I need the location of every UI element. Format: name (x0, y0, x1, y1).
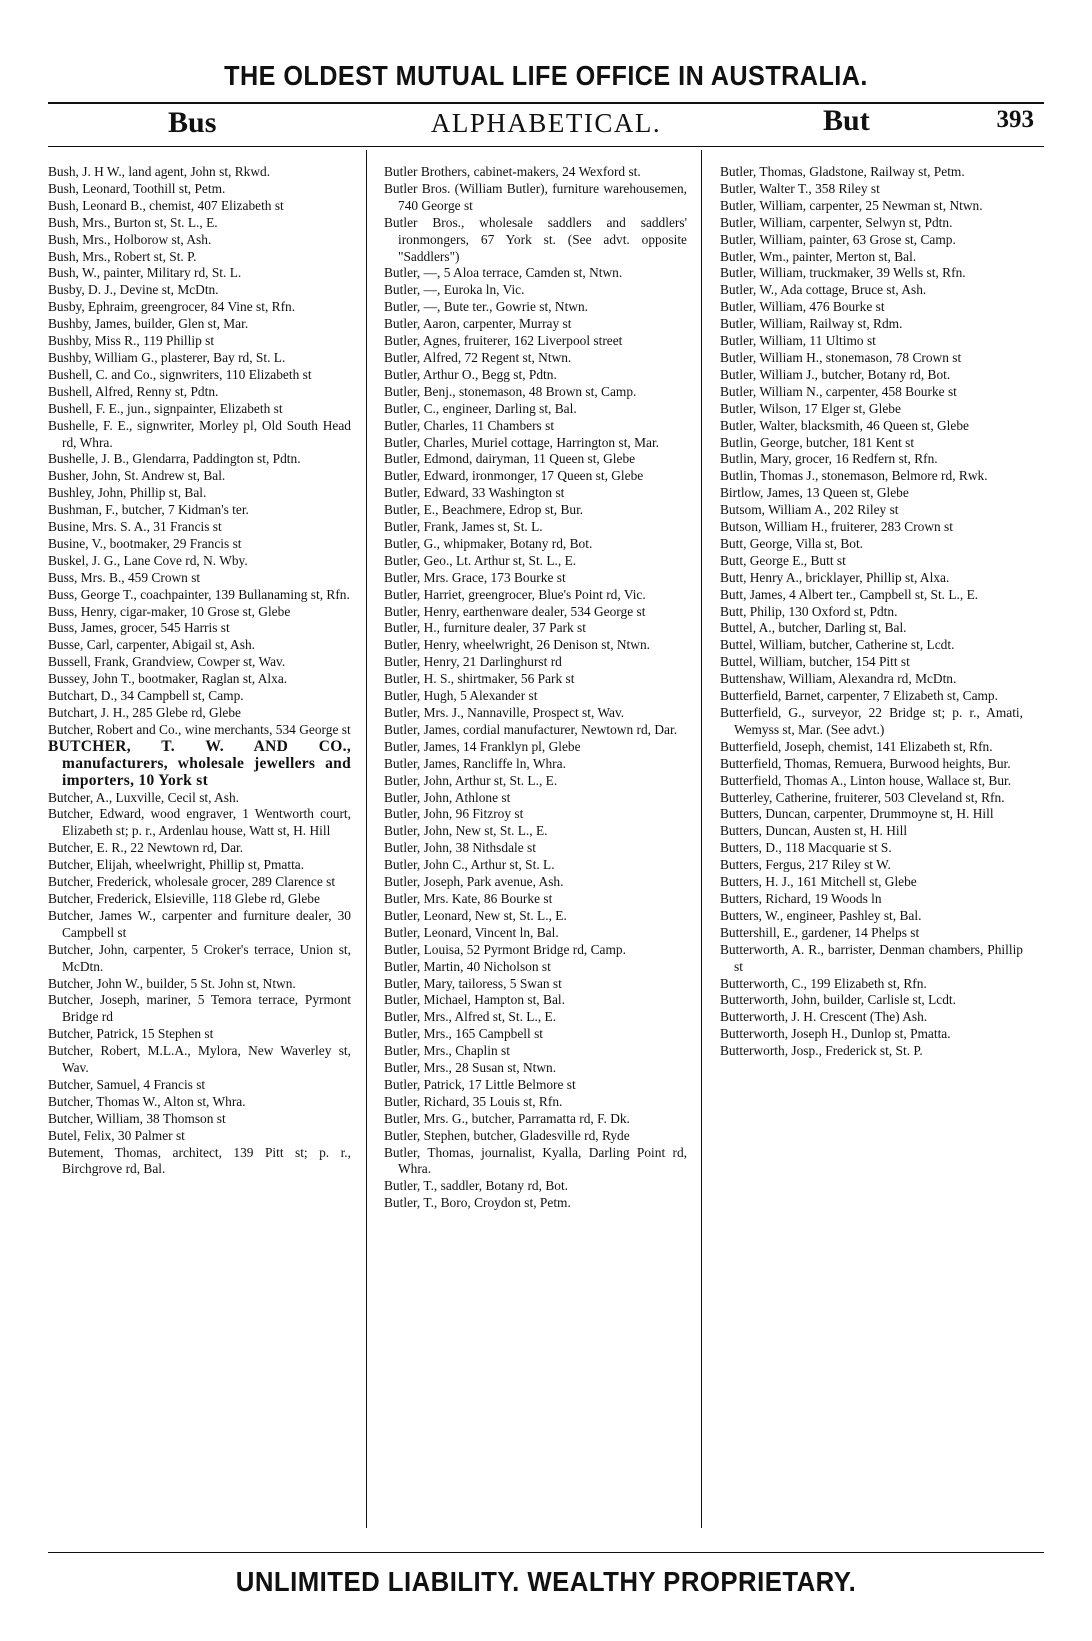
directory-entry: Buttenshaw, William, Alexandra rd, McDtn. (720, 671, 957, 687)
directory-entry: Butcher, Edward, wood engraver, 1 Wentworth court, Elizabeth st; p. r., Ardenlau house, Watt st, H. Hill (48, 806, 351, 839)
directory-entry: Bushley, John, Phillip st, Bal. (48, 485, 207, 501)
directory-entry: Butler, W., Ada cottage, Bruce st, Ash. (720, 282, 927, 298)
directory-entry: Butler, Mrs., Alfred st, St. L., E. (384, 1009, 557, 1025)
directory-entry: Butler, Frank, James st, St. L. (384, 519, 543, 535)
directory-entry: Butler, William H., stonemason, 78 Crown st (720, 349, 962, 365)
directory-entry: Butler, Edward, ironmonger, 17 Queen st, Glebe (384, 468, 644, 484)
directory-entry: Butler, Henry, earthenware dealer, 534 George st (384, 603, 646, 619)
directory-entry: Bush, Mrs., Robert st, St. P. (48, 248, 197, 264)
column-divider-2 (701, 150, 702, 1528)
directory-entry: Bush, Leonard B., chemist, 407 Elizabeth st (48, 197, 284, 213)
directory-entry: Butterley, Catherine, fruiterer, 503 Cleveland st, Rfn. (720, 789, 1005, 805)
directory-entry: Bushby, Miss R., 119 Phillip st (48, 333, 215, 349)
directory-entry: Buttel, William, butcher, Catherine st, Lcdt. (720, 637, 955, 653)
directory-entry: Bushby, William G., plasterer, Bay rd, St. L. (48, 349, 286, 365)
directory-entry: Butler, Henry, wheelwright, 26 Denison st, Ntwn. (384, 637, 650, 653)
directory-entry: Butcher, William, 38 Thomson st (48, 1110, 226, 1126)
directory-entry: Butcher, Frederick, wholesale grocer, 289 Clarence st (48, 874, 336, 890)
directory-entry: Butler, Agnes, fruiterer, 162 Liverpool street (384, 333, 623, 349)
directory-entry: Butler, —, 5 Aloa terrace, Camden st, Ntwn. (384, 265, 623, 281)
directory-entry: Butchart, J. H., 285 Glebe rd, Glebe (48, 705, 242, 720)
directory-entry: Busse, Carl, carpenter, Abigail st, Ash. (48, 637, 255, 653)
directory-entry: Buss, Mrs. B., 459 Crown st (48, 569, 201, 585)
directory-entry: Butterworth, Josp., Frederick st, St. P. (720, 1043, 923, 1059)
directory-entry: Butler, Mrs. J., Nannaville, Prospect st, Wav. (384, 705, 625, 720)
directory-entry: Butler, William, Railway st, Rdm. (720, 316, 903, 332)
directory-entry: Bush, Mrs., Holborow st, Ash. (48, 231, 212, 247)
directory-entry: Butlin, George, butcher, 181 Kent st (720, 434, 915, 450)
directory-entry: Butler, Charles, 11 Chambers st (384, 417, 555, 433)
directory-entry: Butler, William J., butcher, Botany rd, Bot. (720, 366, 951, 382)
directory-entry: Butters, Richard, 19 Woods ln (720, 890, 882, 906)
directory-entry: Butlin, Mary, grocer, 16 Redfern st, Rfn. (720, 451, 938, 467)
directory-entry: Buss, Henry, cigar-maker, 10 Grose st, Glebe (48, 603, 291, 619)
directory-entry: Butler, John, Athlone st (384, 789, 511, 805)
directory-entry: Bushelle, J. B., Glendarra, Paddington st, Pdtn. (48, 451, 301, 467)
directory-entry: Butt, Philip, 130 Oxford st, Pdtn. (720, 603, 898, 619)
directory-entry: BUTCHER, T. W. AND CO., manufacturers, wholesale jewellers and importers, 10 York st (48, 737, 351, 789)
directory-entry: Butler, G., whipmaker, Botany rd, Bot. (384, 535, 593, 551)
bottom-banner: UNLIMITED LIABILITY. WEALTHY PROPRIETARY. (235, 1566, 857, 1597)
directory-entry: Busby, D. J., Devine st, McDtn. (48, 282, 219, 298)
directory-entry: Butler, William, carpenter, 25 Newman st, Ntwn. (720, 197, 983, 213)
directory-entry: Butterworth, J. H. Crescent (The) Ash. (720, 1009, 928, 1025)
directory-entry: Butters, W., engineer, Pashley st, Bal. (720, 907, 922, 923)
directory-entry: Butt, Henry A., bricklayer, Phillip st, Alxa. (720, 569, 950, 585)
directory-entry: Bushby, James, builder, Glen st, Mar. (48, 316, 249, 332)
directory-entry: Butler, Harriet, greengrocer, Blue's Point rd, Vic. (384, 586, 646, 602)
directory-entry: Butcher, Elijah, wheelwright, Phillip st, Pmatta. (48, 857, 305, 873)
directory-entry: Butler Bros., wholesale saddlers and saddlers' ironmongers, 67 York st. (See advt. opposite "Saddlers") (384, 214, 687, 264)
directory-entry: Butler, Mrs. G., butcher, Parramatta rd, F. Dk. (384, 1110, 630, 1126)
directory-entry: Butson, William H., fruiterer, 283 Crown st (720, 519, 953, 535)
directory-entry: Butler, John, New st, St. L., E. (384, 823, 548, 839)
directory-entry: Buss, James, grocer, 545 Harris st (48, 620, 230, 636)
directory-entry: Butters, Duncan, Austen st, H. Hill (720, 823, 908, 839)
directory-entry: Bushelle, F. E., signwriter, Morley pl, Old South Head rd, Whra. (48, 417, 351, 450)
directory-entry: Butler, William, truckmaker, 39 Wells st, Rfn. (720, 265, 966, 281)
directory-entry: Butcher, John, carpenter, 5 Croker's terrace, Union st, McDtn. (48, 941, 351, 974)
directory-entry: Butler, Arthur O., Begg st, Pdtn. (384, 366, 557, 382)
directory-entry: Butler, William N., carpenter, 458 Bourke st (720, 383, 957, 399)
directory-column-2 (384, 164, 687, 1212)
directory-entry: Butters, Fergus, 217 Riley st W. (720, 857, 891, 873)
directory-entry: Butler, Michael, Hampton st, Bal. (384, 992, 565, 1008)
directory-entry: Butler, William, painter, 63 Grose st, Camp. (720, 231, 956, 247)
directory-entry: Bushell, C. and Co., signwriters, 110 Elizabeth st (48, 366, 312, 382)
directory-entry: Butterworth, Joseph H., Dunlop st, Pmatta. (720, 1026, 951, 1042)
directory-entry: Butler, Martin, 40 Nicholson st (384, 958, 551, 974)
directory-entry: Butler, T., saddler, Botany rd, Bot. (384, 1178, 569, 1194)
directory-entry: Butcher, Frederick, Elsieville, 118 Glebe rd, Glebe (48, 890, 320, 906)
column-divider-1 (366, 150, 367, 1528)
directory-entry: Bussell, Frank, Grandview, Cowper st, Wav. (48, 654, 286, 670)
directory-entry: Butler, Thomas, journalist, Kyalla, Darling Point rd, Whra. (384, 1144, 687, 1177)
directory-entry: Butler, William, carpenter, Selwyn st, Pdtn. (720, 214, 953, 230)
directory-entry: Butchart, D., 34 Campbell st, Camp. (48, 688, 244, 704)
directory-entry: Butler, Benj., stonemason, 48 Brown st, Camp. (384, 383, 637, 399)
directory-entry: Butler, Thomas, Gladstone, Railway st, Petm. (720, 164, 965, 179)
directory-entry: Buss, George T., coachpainter, 139 Bullanaming st, Rfn. (48, 586, 350, 602)
directory-entry: Butler, William, 476 Bourke st (720, 299, 885, 315)
directory-entry: Butlin, Thomas J., stonemason, Belmore rd, Rwk. (720, 468, 988, 484)
directory-entry: Butler, H., furniture dealer, 37 Park st (384, 620, 586, 636)
directory-entry: Butcher, Robert and Co., wine merchants, 534 George st (48, 721, 351, 737)
directory-entry: Birtlow, James, 13 Queen st, Glebe (720, 485, 909, 501)
directory-entry: Butterworth, John, builder, Carlisle st, Lcdt. (720, 992, 956, 1008)
directory-entry: Butler, Walter, blacksmith, 46 Queen st, Glebe (720, 417, 969, 433)
header-right-guide-word: But (823, 104, 870, 137)
directory-entry: Butterfield, Thomas A., Linton house, Wallace st, Bur. (720, 772, 1012, 788)
directory-entry: Bussey, John T., bootmaker, Raglan st, Alxa. (48, 671, 288, 687)
directory-entry: Butler, Aaron, carpenter, Murray st (384, 316, 572, 332)
directory-entry: Butler, Charles, Muriel cottage, Harrington st, Mar. (384, 434, 660, 450)
directory-entry: Butler, John C., Arthur st, St. L. (384, 857, 555, 873)
directory-entry: Butler, Wilson, 17 Elger st, Glebe (720, 400, 901, 416)
directory-entry: Buttel, William, butcher, 154 Pitt st (720, 654, 910, 670)
directory-entry: Bush, J. H W., land agent, John st, Rkwd. (48, 164, 271, 179)
directory-entry: Butler, Alfred, 72 Regent st, Ntwn. (384, 349, 572, 365)
directory-entry: Butterworth, C., 199 Elizabeth st, Rfn. (720, 975, 927, 991)
directory-entry: Bushell, Alfred, Renny st, Pdtn. (48, 383, 219, 399)
directory-entry: Butler, Walter T., 358 Riley st (720, 180, 880, 196)
directory-entry: Butler, James, cordial manufacturer, Newtown rd, Dar. (384, 721, 678, 737)
directory-entry: Butler, —, Bute ter., Gowrie st, Ntwn. (384, 299, 589, 315)
directory-entry: Butler, Wm., painter, Merton st, Bal. (720, 248, 917, 264)
directory-entry: Butler, William, 11 Ultimo st (720, 333, 876, 349)
directory-entry: Butler, Henry, 21 Darlinghurst rd (384, 654, 562, 670)
directory-entry: Butler, Mary, tailoress, 5 Swan st (384, 975, 562, 991)
directory-entry: Butters, Duncan, carpenter, Drummoyne st, H. Hill (720, 806, 994, 822)
top-banner: THE OLDEST MUTUAL LIFE OFFICE IN AUSTRALIA. (224, 60, 868, 91)
directory-entry: Bushell, F. E., jun., signpainter, Elizabeth st (48, 400, 283, 416)
footer-rule (48, 1552, 1044, 1553)
header-section-title: ALPHABETICAL. (430, 108, 662, 138)
directory-entry: Butler, Mrs., 165 Campbell st (384, 1026, 544, 1042)
directory-entry: Butler, E., Beachmere, Edrop st, Bur. (384, 502, 584, 518)
directory-entry: Butler, T., Boro, Croydon st, Petm. (384, 1195, 571, 1211)
directory-entry: Butler, Leonard, Vincent ln, Bal. (384, 924, 559, 940)
directory-entry: Butcher, A., Luxville, Cecil st, Ash. (48, 789, 240, 805)
directory-entry: Butt, James, 4 Albert ter., Campbell st, St. L., E. (720, 586, 979, 602)
directory-entry: Butler, John, 38 Nithsdale st (384, 840, 536, 856)
directory-entry: Bushman, F., butcher, 7 Kidman's ter. (48, 502, 249, 518)
page-header (48, 104, 1044, 144)
directory-entry: Butterfield, Thomas, Remuera, Burwood heights, Bur. (720, 755, 1011, 771)
directory-entry: Butler, Edward, 33 Washington st (384, 485, 565, 501)
directory-entry: Butterworth, A. R., barrister, Denman chambers, Phillip st (720, 941, 1023, 974)
directory-entry: Butcher, James W., carpenter and furniture dealer, 30 Campbell st (48, 907, 351, 940)
directory-entry: Butler, C., engineer, Darling st, Bal. (384, 400, 577, 416)
directory-entry: Butcher, Patrick, 15 Stephen st (48, 1026, 214, 1042)
page-number: 393 (996, 106, 1034, 133)
directory-entry: Busher, John, St. Andrew st, Bal. (48, 468, 226, 484)
directory-entry: Butcher, E. R., 22 Newtown rd, Dar. (48, 840, 244, 856)
directory-entry: Bush, Mrs., Burton st, St. L., E. (48, 214, 218, 230)
header-rule (48, 146, 1044, 147)
directory-entry: Butler, Leonard, New st, St. L., E. (384, 907, 567, 923)
directory-entry: Butel, Felix, 30 Palmer st (48, 1127, 185, 1143)
directory-entry: Buttel, A., butcher, Darling st, Bal. (720, 620, 907, 636)
directory-entry: Butler, Louisa, 52 Pyrmont Bridge rd, Camp. (384, 941, 626, 957)
directory-entry: Butler, Patrick, 17 Little Belmore st (384, 1076, 576, 1092)
directory-entry: Butler, Mrs. Kate, 86 Bourke st (384, 890, 553, 906)
directory-entry: Butler Bros. (William Butler), furniture warehousemen, 740 George st (384, 180, 687, 213)
directory-entry: Butler, Mrs. Grace, 173 Bourke st (384, 569, 566, 585)
directory-column-1 (48, 164, 351, 1178)
directory-entry: Butler, John, 96 Fitzroy st (384, 806, 524, 822)
directory-entry: Butcher, Robert, M.L.A., Mylora, New Waverley st, Wav. (48, 1043, 351, 1076)
directory-entry: Butt, George E., Butt st (720, 552, 846, 568)
directory-entry: Butcher, Samuel, 4 Francis st (48, 1076, 206, 1092)
directory-entry: Bush, Leonard, Toothill st, Petm. (48, 180, 226, 196)
directory-entry: Butler, Edmond, dairyman, 11 Queen st, Glebe (384, 451, 636, 467)
directory-entry: Butler, Mrs., Chaplin st (384, 1043, 510, 1059)
directory-entry: Butterfield, Barnet, carpenter, 7 Elizabeth st, Camp. (720, 688, 998, 704)
directory-entry: Butler, Geo., Lt. Arthur st, St. L., E. (384, 552, 577, 568)
directory-entry: Butterfield, G., surveyor, 22 Bridge st; p. r., Amati, Wemyss st, Mar. (See advt.) (720, 705, 1023, 737)
directory-entry: Bush, W., painter, Military rd, St. L. (48, 265, 242, 281)
directory-entry: Butler, Richard, 35 Louis st, Rfn. (384, 1093, 563, 1109)
directory-entry: Busby, Ephraim, greengrocer, 84 Vine st, Rfn. (48, 299, 296, 315)
directory-entry: Buttershill, E., gardener, 14 Phelps st (720, 924, 920, 940)
directory-entry: Butement, Thomas, architect, 139 Pitt st; p. r., Birchgrove rd, Bal. (48, 1144, 351, 1177)
directory-entry: Butler, H. S., shirtmaker, 56 Park st (384, 671, 575, 687)
directory-entry: Butler, Stephen, butcher, Gladesville rd, Ryde (384, 1127, 630, 1143)
header-left-guide-word: Bus (168, 106, 217, 139)
directory-entry: Butt, George, Villa st, Bot. (720, 535, 864, 551)
directory-entry: Busine, V., bootmaker, 29 Francis st (48, 535, 242, 551)
directory-entry: Butcher, Joseph, mariner, 5 Temora terrace, Pyrmont Bridge rd (48, 992, 351, 1025)
directory-entry: Buskel, J. G., Lane Cove rd, N. Wby. (48, 552, 248, 568)
directory-entry: Butters, H. J., 161 Mitchell st, Glebe (720, 874, 917, 890)
directory-entry: Butler, John, Arthur st, St. L., E. (384, 772, 558, 788)
directory-entry: Butler Brothers, cabinet-makers, 24 Wexford st. (384, 164, 641, 179)
directory-entry: Busine, Mrs. S. A., 31 Francis st (48, 519, 222, 535)
directory-entry: Butler, Joseph, Park avenue, Ash. (384, 874, 564, 890)
directory-entry: Butler, —, Euroka ln, Vic. (384, 282, 525, 298)
directory-entry: Butler, James, 14 Franklyn pl, Glebe (384, 738, 581, 754)
directory-entry: Butcher, Thomas W., Alton st, Whra. (48, 1093, 246, 1109)
directory-entry: Butterfield, Joseph, chemist, 141 Elizabeth st, Rfn. (720, 738, 993, 754)
directory-entry: Butsom, William A., 202 Riley st (720, 502, 899, 518)
directory-entry: Butler, Hugh, 5 Alexander st (384, 688, 538, 704)
directory-column-3 (720, 164, 1023, 1060)
directory-entry: Butters, D., 118 Macquarie st S. (720, 840, 892, 856)
directory-entry: Butler, Mrs., 28 Susan st, Ntwn. (384, 1060, 557, 1076)
directory-entry: Butcher, John W., builder, 5 St. John st, Ntwn. (48, 975, 296, 991)
directory-entry: Butler, James, Rancliffe ln, Whra. (384, 755, 566, 771)
